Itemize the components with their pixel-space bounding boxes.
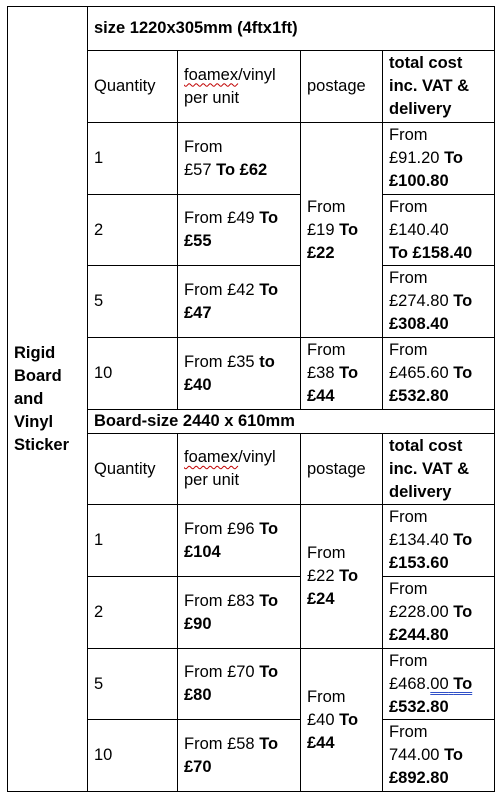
unit-price-cell: From £49 To £55	[178, 195, 301, 266]
total-cell: From £140.40 To £158.40	[383, 195, 495, 266]
quantity-cell: 2	[88, 577, 178, 649]
quantity-header: Quantity	[88, 51, 178, 123]
quantity-cell: 2	[88, 195, 178, 266]
total-header: total cost inc. VAT & delivery	[383, 434, 495, 505]
total-cell: From £465.60 To £532.80	[383, 338, 495, 410]
unit-price-header: foamex/vinyl per unit	[178, 434, 301, 505]
unit-price-cell: From £35 to £40	[178, 338, 301, 410]
quantity-cell: 1	[88, 505, 178, 577]
total-cell: From 744.00 To £892.80	[383, 720, 495, 792]
postage-header: postage	[301, 51, 383, 123]
unit-price-cell: From £96 To £104	[178, 505, 301, 577]
unit-price-header: foamex/vinyl per unit	[178, 51, 301, 123]
unit-price-cell: From £70 To £80	[178, 649, 301, 720]
postage-cell: From £22 To £24	[301, 505, 383, 649]
product-label-line: Board	[14, 366, 62, 385]
quantity-cell: 5	[88, 649, 178, 720]
quantity-cell: 10	[88, 720, 178, 792]
unit-price-cell: From £83 To £90	[178, 577, 301, 649]
section-heading: Board-size 2440 x 610mm	[88, 410, 495, 434]
total-header: total cost inc. VAT & delivery	[383, 51, 495, 123]
unit-price-cell: From £57 To £62	[178, 123, 301, 195]
total-cell: From £91.20 To £100.80	[383, 123, 495, 195]
postage-cell: From £40 To £44	[301, 649, 383, 792]
grammar-flag: 00 To	[430, 674, 473, 693]
price-table	[7, 6, 495, 792]
total-cell: From £274.80 To £308.40	[383, 266, 495, 338]
total-cell: From £468.00 To £532.80	[383, 649, 495, 720]
total-cell: From £134.40 To £153.60	[383, 505, 495, 577]
quantity-cell: 1	[88, 123, 178, 195]
total-cell: From £228.00 To £244.80	[383, 577, 495, 649]
quantity-cell: 10	[88, 338, 178, 410]
product-label-line: and	[14, 389, 44, 408]
unit-price-cell: From £58 To £70	[178, 720, 301, 792]
product-label-line: Vinyl	[14, 412, 54, 431]
product-label-line: Sticker	[14, 435, 70, 454]
postage-cell: From £19 To £22	[301, 123, 383, 338]
spelling-flag: foamex	[184, 448, 239, 466]
product-label-line: Rigid	[14, 343, 56, 362]
quantity-cell: 5	[88, 266, 178, 338]
postage-header: postage	[301, 434, 383, 505]
product-label-cell	[8, 7, 88, 792]
section-heading: size 1220x305mm (4ftx1ft)	[88, 7, 495, 51]
postage-cell: From £38 To £44	[301, 338, 383, 410]
unit-price-cell: From £42 To £47	[178, 266, 301, 338]
spelling-flag: foamex	[184, 65, 239, 84]
quantity-header: Quantity	[88, 434, 178, 505]
